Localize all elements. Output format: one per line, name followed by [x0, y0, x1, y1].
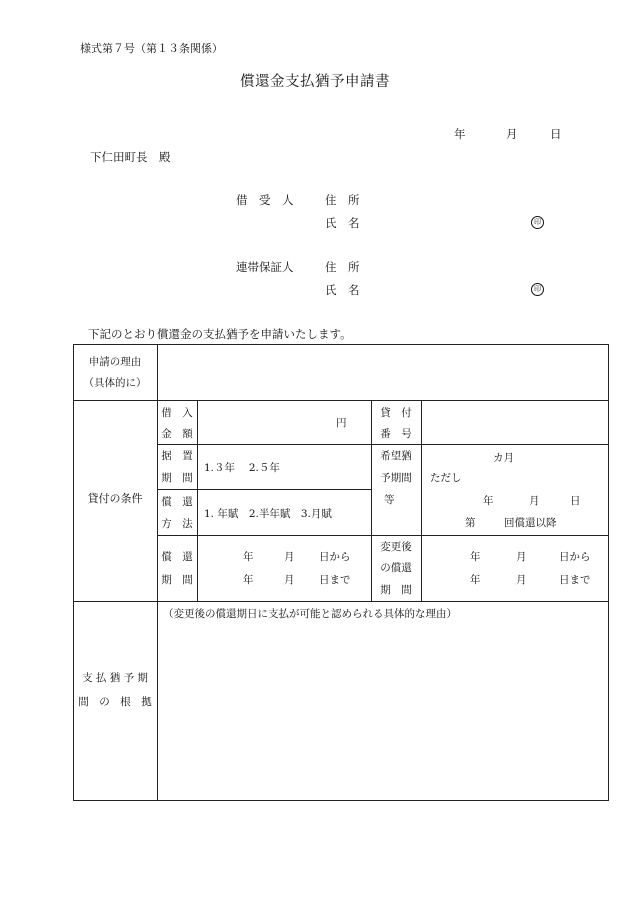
borrower-address-label: 住 所	[325, 193, 360, 207]
loan-amount-label-line2: 金 額	[161, 428, 193, 440]
repayment-period-label-line1: 償 還	[161, 551, 193, 563]
repayment-from-year: 年	[243, 551, 254, 563]
desired-label-line3: 等	[384, 494, 395, 506]
round-prefix: 第	[465, 517, 476, 529]
deferment-period-label-line2: 期 間	[161, 472, 193, 484]
however-label: ただし	[430, 472, 462, 484]
loan-amount-label-line1: 借 入	[161, 407, 193, 419]
changed-from-day: 日から	[559, 551, 591, 563]
row-divider-amount	[157, 444, 609, 445]
yen-unit: 円	[336, 417, 347, 429]
basis-label-line2: 間 の 根 拠	[78, 696, 152, 708]
table-border-left	[73, 344, 74, 801]
borrower-name-label: 氏 名	[325, 216, 360, 230]
row-divider-conditions	[73, 601, 609, 602]
repayment-from-day: 日から	[319, 551, 351, 563]
deferment-period-label-line1: 据 置	[161, 450, 193, 462]
repayment-until-month: 月	[284, 574, 295, 586]
row-divider-deferment	[157, 489, 371, 490]
guarantor-label: 連帯保証人	[236, 260, 294, 274]
row-divider-reason	[73, 400, 609, 401]
changed-until-year: 年	[470, 574, 481, 586]
changed-until-day: 日まで	[559, 574, 591, 586]
changed-from-month: 月	[516, 551, 527, 563]
months-unit: カ月	[493, 452, 514, 464]
reason-label-line2: （具体的に）	[83, 377, 147, 389]
sublabel-column-divider	[197, 400, 198, 601]
repayment-until-day: 日まで	[319, 574, 351, 586]
document-title: 償還金支払猶予申請書	[240, 74, 390, 90]
borrower-label: 借 受 人	[236, 193, 294, 207]
changed-from-year: 年	[470, 551, 481, 563]
desired-year-unit: 年	[483, 495, 494, 507]
table-border-bottom	[73, 800, 609, 801]
loan-conditions-label: 貸付の条件	[87, 492, 143, 505]
repayment-from-month: 月	[284, 551, 295, 563]
addressee: 下仁田町長 殿	[90, 150, 171, 164]
borrower-seal-mark: 印	[531, 216, 544, 229]
desired-label-line1: 希望猶	[380, 450, 412, 462]
basis-label-line1: 支 払 猶 予 期	[82, 672, 148, 684]
loan-number-label-line1: 貸 付	[380, 407, 412, 419]
desired-divider	[421, 444, 422, 535]
changed-until-month: 月	[516, 574, 527, 586]
changed-label-line2: の償還	[380, 562, 412, 574]
repayment-period-label-line2: 期 間	[161, 574, 193, 586]
intro-sentence: 下記のとおり償還金の支払猶予を申請いたします。	[88, 327, 352, 341]
date-month: 月	[506, 127, 518, 141]
date-day: 日	[550, 127, 562, 141]
guarantor-name-label: 氏 名	[325, 283, 360, 297]
desired-label-line2: 予期間	[380, 472, 412, 484]
round-suffix: 回償還以降	[504, 517, 557, 529]
loan-number-divider-1	[421, 400, 422, 445]
table-border-top	[73, 344, 609, 345]
application-table	[73, 344, 609, 800]
form-number: 様式第７号（第１３条関係）	[80, 42, 223, 55]
repayment-method-label-line1: 償 還	[161, 496, 193, 508]
changed-label-line3: 期 間	[380, 584, 412, 596]
basis-note: （変更後の償還期日に支払が可能と認められる具体的な理由）	[163, 608, 457, 620]
desired-month-unit: 月	[529, 495, 540, 507]
guarantor-seal-mark: 印	[531, 283, 544, 296]
loan-number-label-line2: 番 号	[380, 428, 412, 440]
repayment-options: 1. 年賦 2.半年賦 3.月賦	[204, 508, 332, 520]
repayment-until-year: 年	[243, 574, 254, 586]
reason-label-line1: 申請の理由	[88, 356, 142, 368]
table-border-right	[608, 344, 609, 801]
row-divider-method	[157, 535, 609, 536]
changed-divider	[421, 535, 422, 601]
repayment-method-label-line2: 方 法	[161, 518, 193, 530]
deferment-options: 1.３年 2.５年	[204, 462, 280, 474]
changed-label-line1: 変更後	[380, 541, 412, 553]
desired-day-unit: 日	[570, 495, 581, 507]
guarantor-address-label: 住 所	[325, 260, 360, 274]
date-year: 年	[454, 127, 466, 141]
